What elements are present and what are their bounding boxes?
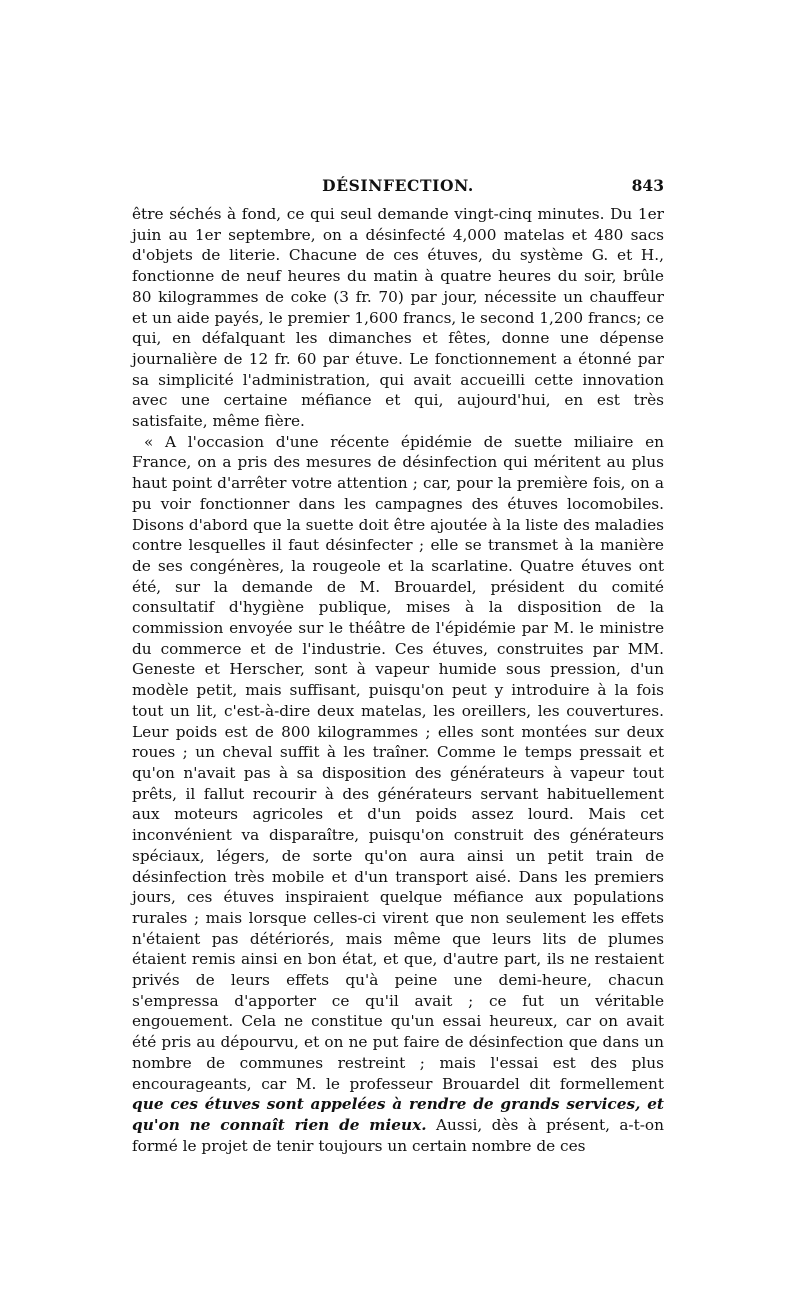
page-header <box>132 176 664 200</box>
body-text <box>132 204 664 1156</box>
quotation-text-end: Aussi, dès à présent, a-t-on formé le projet de tenir toujours un certain nombre de ces <box>132 1115 664 1155</box>
italic-quote: que ces étuves sont appelées à rendre de grands services, et qu'on ne connaît rien de mieux. <box>132 1095 664 1134</box>
paragraph-quotation <box>132 432 664 1157</box>
paragraph-continuation: être séchés à fond, ce qui seul demande vingt-cinq minutes. Du 1er juin au 1er septembre, on a désinfecté 4,000 matelas et 480 sacs d'objets de literie. Chacune de ces étuves, du système G. et H., fonctionne de neuf heures du matin à quatre heures du soir, brûle 80 kilogrammes de coke (3 fr. 70) par jour, nécessite un chauffeur et un aide payés, le premier 1,600 francs, le second 1,200 francs; ce qui, en défalquant les dimanches et fêtes, donne une dépense journalière de 12 fr. 60 par étuve. Le fonctionnement a étonné par sa simplicité l'administration, qui avait accueilli cette innovation avec une certaine méfiance et qui, aujourd'hui, en est très satisfaite, même fière. <box>132 205 664 431</box>
page-number: 843 <box>631 176 664 195</box>
quotation-text: « A l'occasion d'une récente épidémie de suette miliaire en France, on a pris des mesures de désinfection qui méritent au plus haut point d'arrêter votre attention ; car, pour la première fois, on a pu voir fonctionner dans les campagnes des étuves locomobiles. Disons d'abord que la suette doit être ajoutée à la liste des maladies contre lesquelles il faut désinfecter ; elle se transmet à la manière de ses congénères, la rougeole et la scarlatine. Quatre étuves ont été, sur la demande de M. Brouardel, président du comité consultatif d'hygiène publique, mises à la disposition de la commission envoyée sur le théâtre de l'épidémie par M. le ministre du commerce et de l'industrie. Ces étuves, construites par MM. Geneste et Herscher, sont à vapeur humide sous pression, d'un modèle petit, mais suffisant, puisqu'on peut y introduire à la fois tout un lit, c'est-à-dire deux matelas, les oreillers, les couvertures. Leur poids est de 800 kilogrammes ; elles sont montées sur deux roues ; un cheval suffit à les traîner. Comme le temps pressait et qu'on n'avait pas à sa disposition des générateurs à vapeur tout prêts, il fallut recourir à des générateurs servant habituellement aux moteurs agricoles et d'un poids assez lourd. Mais cet inconvénient va disparaître, puisqu'on construit des générateurs spéciaux, légers, de sorte qu'on aura ainsi un petit train de désinfection très mobile et d'un transport aisé. Dans les premiers jours, ces étuves inspiraient quelque méfiance aux populations rurales ; mais lorsque celles-ci virent que non seulement les effets n'étaient pas détériorés, mais même que leurs lits de plumes étaient remis ainsi en bon état, et que, d'autre part, ils ne restaient privés de leurs effets qu'à peine une demi-heure, chacun s'empressa d'apporter ce qu'il avait ; ce fut un véritable engouement. Cela ne constitue qu'un essai heureux, car on avait été pris au dépourvu, et on ne put faire de désinfection que dans un nombre de communes restreint ; mais l'essai est des plus encourageants, car M. le professeur Brouardel dit formellement <box>132 432 664 1093</box>
running-title: DÉSINFECTION. <box>322 176 474 195</box>
